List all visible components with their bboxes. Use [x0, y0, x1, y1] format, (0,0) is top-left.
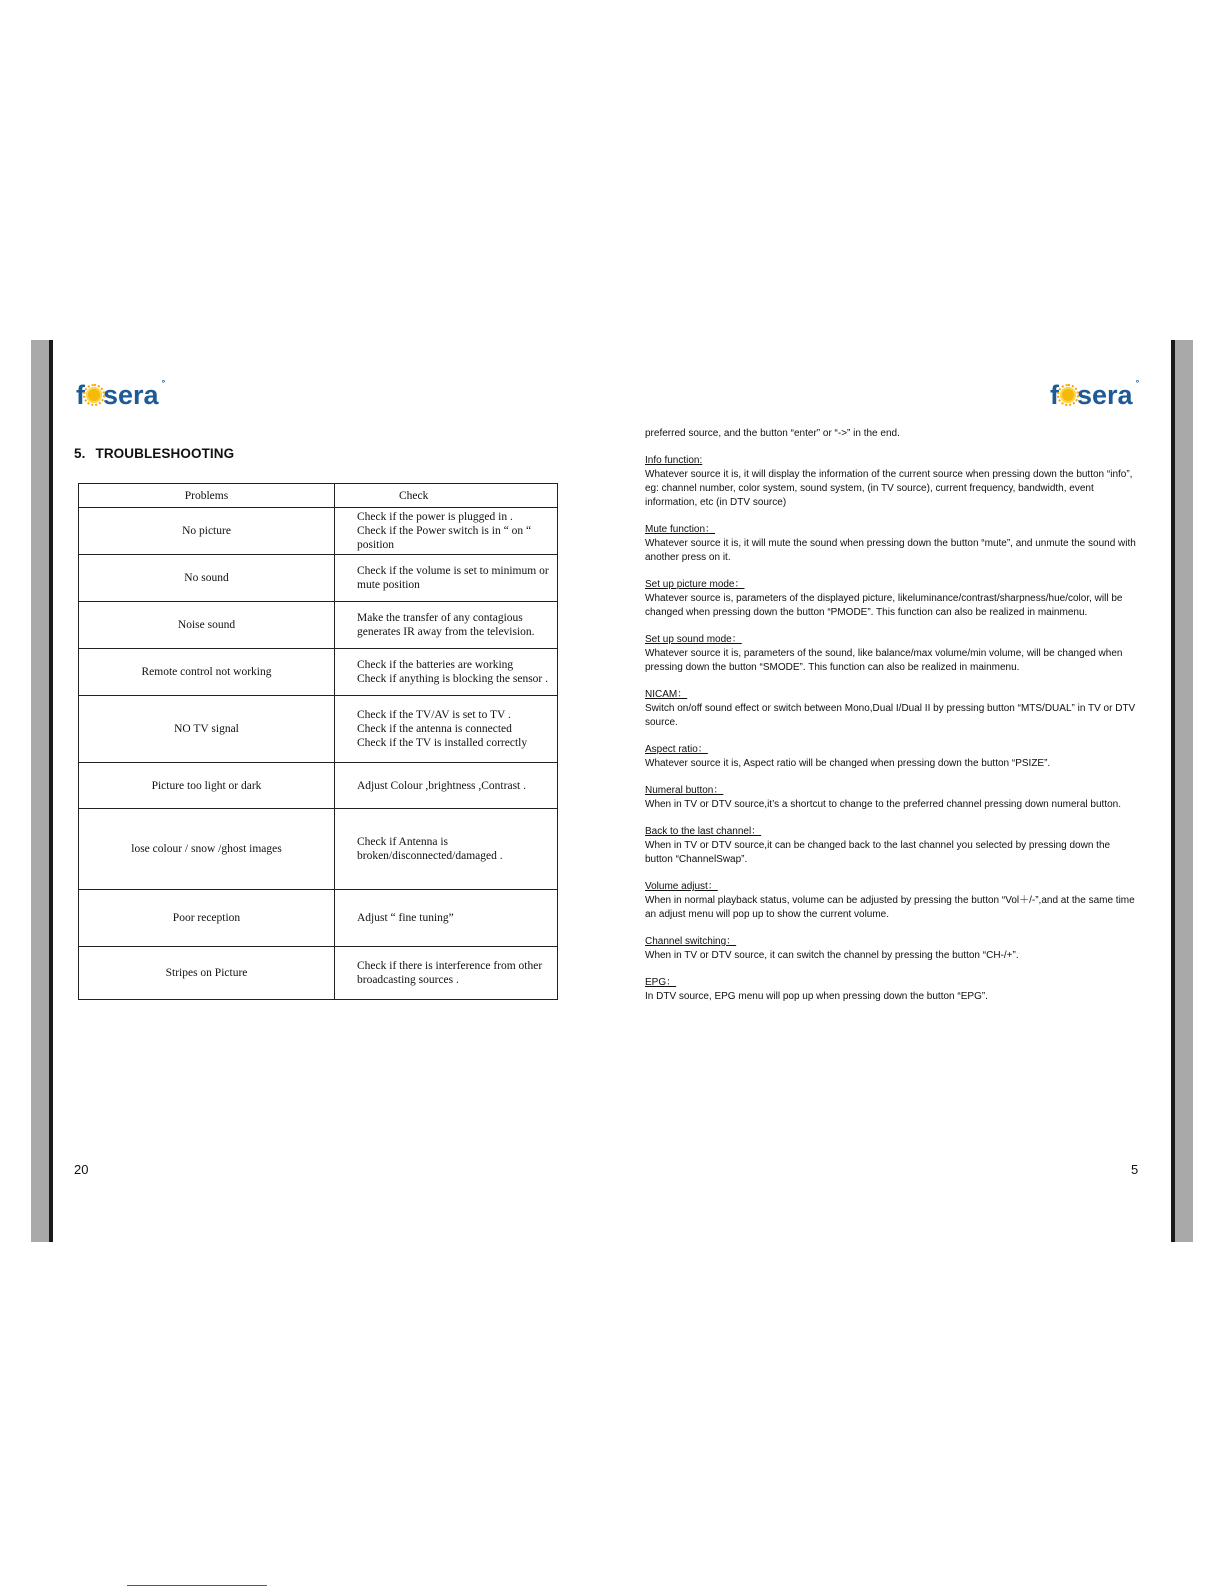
feature-body: Whatever source it is, parameters of the sound, like balance/max volume/min volume, will be changed when pressing down the button “SMODE”. This function can also be realized in mainmenu.: [645, 648, 1123, 673]
problem-cell: Remote control not working: [79, 649, 335, 696]
check-line: Check if the batteries are working: [357, 659, 514, 671]
check-line: Make the transfer of any contagious: [357, 612, 523, 624]
table-row: [79, 890, 558, 947]
problem-cell: No picture: [79, 508, 335, 555]
problem-cell: lose colour / snow /ghost images: [79, 809, 335, 890]
feature-title: Volume adjust：: [645, 881, 718, 892]
feature-item: [645, 880, 1140, 922]
header-check: Check: [335, 484, 558, 508]
left-binding-line: [49, 340, 53, 1242]
check-line: Check if the antenna is connected: [357, 723, 512, 735]
feature-item: [645, 688, 1140, 730]
feature-title: Numeral button：: [645, 785, 724, 796]
table-row: [79, 602, 558, 649]
check-line: broadcasting sources .: [357, 974, 459, 986]
check-line: Check if Antenna is broken/disconnected/damaged .: [357, 836, 503, 862]
brand-logo-left: [76, 377, 166, 410]
check-cell: [335, 809, 558, 890]
page-number-left: 20: [74, 1162, 89, 1177]
table-row: [79, 649, 558, 696]
feature-item: [645, 935, 1140, 963]
feature-title: Info function:: [645, 455, 703, 466]
feature-item: [645, 743, 1140, 771]
logo-text-start: f: [1050, 379, 1059, 410]
check-line: generates IR away from the television.: [357, 626, 535, 638]
check-cell: [335, 649, 558, 696]
table-row: [79, 809, 558, 890]
feature-title: Back to the last channel：: [645, 826, 762, 837]
section-number: 5.: [74, 446, 86, 461]
check-line: Adjust “ fine tuning”: [357, 912, 454, 924]
sun-icon: [1060, 387, 1076, 403]
problem-cell: Picture too light or dark: [79, 763, 335, 809]
logo-text-end: sera: [1077, 379, 1133, 410]
logo-mark: °: [161, 377, 166, 388]
feature-body: Switch on/off sound effect or switch between Mono,Dual I/Dual II by pressing button “MTS/DUAL” in TV or DTV source.: [645, 703, 1136, 728]
feature-title: Aspect ratio：: [645, 744, 708, 755]
feature-item: [645, 633, 1140, 675]
check-cell: [335, 947, 558, 1000]
feature-body: Whatever source is, parameters of the displayed picture, likeluminance/contrast/sharpness/hue/color, will be changed when pressing down the button “PMODE”. This function can also be realized in mainmenu.: [645, 593, 1123, 618]
problem-cell: Poor reception: [79, 890, 335, 947]
feature-body: In DTV source, EPG menu will pop up when pressing down the button “EPG”.: [645, 991, 988, 1002]
table-row: [79, 763, 558, 809]
check-cell: [335, 555, 558, 602]
feature-title: EPG：: [645, 977, 677, 988]
check-cell: [335, 508, 558, 555]
feature-body: Whatever source it is, Aspect ratio will be changed when pressing down the button “PSIZE”.: [645, 758, 1051, 769]
table-row: [79, 947, 558, 1000]
check-line: Adjust Colour ,brightness ,Contrast .: [357, 779, 526, 792]
feature-title: Set up picture mode：: [645, 579, 745, 590]
feature-body: When in TV or DTV source,it’s a shortcut to change to the preferred channel pressing down numeral button.: [645, 799, 1122, 810]
feature-item: [645, 784, 1140, 812]
table-row: [79, 555, 558, 602]
logo-text-start: f: [76, 379, 85, 410]
intro-text: preferred source, and the button “enter” or “->” in the end.: [645, 428, 900, 439]
logo-mark: °: [1135, 377, 1140, 388]
section-title: [74, 446, 234, 461]
logo-text-end: sera: [103, 379, 159, 410]
table-header-row: [79, 484, 558, 508]
problem-cell: Stripes on Picture: [79, 947, 335, 1000]
check-cell: [335, 763, 558, 809]
feature-body: Whatever source it is, it will display the information of the current source when pressing down the button “info”, eg: channel number, color system, sound system, (in TV source), current frequency, bandwidth, event information, etc (in DTV source): [645, 469, 1133, 508]
feature-title: NICAM：: [645, 689, 688, 700]
check-line: Check if there is interference from other: [357, 960, 543, 972]
check-line: Check if anything is blocking the sensor .: [357, 673, 548, 685]
feature-body: When in normal playback status, volume can be adjusted by pressing the button “Vol＋/-”,and at the same time an adjust menu will pop up to show the current volume.: [645, 895, 1135, 920]
problem-cell: Noise sound: [79, 602, 335, 649]
feature-body: When in TV or DTV source, it can switch the channel by pressing the button “CH-/+”.: [645, 950, 1019, 961]
feature-item: [645, 523, 1140, 565]
table-row: [79, 508, 558, 555]
table-row: [79, 696, 558, 763]
check-line: Check if the volume is set to minimum or: [357, 565, 549, 577]
feature-list: [645, 427, 1140, 1017]
left-binding-bar: [31, 340, 49, 1242]
troubleshooting-table: [78, 483, 558, 1000]
page-number-right: 5: [1131, 1162, 1139, 1177]
feature-item: [645, 578, 1140, 620]
check-line: Check if the TV/AV is set to TV .: [357, 709, 511, 721]
feature-title: Set up sound mode：: [645, 634, 742, 645]
check-line: Check if the power is plugged in .: [357, 511, 513, 523]
header-problems: Problems: [79, 484, 335, 508]
check-line: mute position: [357, 579, 420, 591]
right-binding-bar: [1175, 340, 1193, 1242]
check-line: Check if the TV is installed correctly: [357, 737, 528, 749]
feature-title: Channel switching：: [645, 936, 737, 947]
brand-logo-right: [1050, 377, 1140, 410]
section-title-text: TROUBLESHOOTING: [95, 446, 235, 461]
problem-cell: No sound: [79, 555, 335, 602]
sun-icon: [86, 387, 102, 403]
feature-title: Mute function：: [645, 524, 716, 535]
feature-item: [645, 976, 1140, 1004]
check-cell: [335, 696, 558, 763]
feature-item: [645, 454, 1140, 510]
check-cell: [335, 602, 558, 649]
feature-item: [645, 825, 1140, 867]
feature-body: When in TV or DTV source,it can be changed back to the last channel you selected by pressing down the button “ChannelSwap”.: [645, 840, 1111, 865]
feature-body: Whatever source it is, it will mute the sound when pressing down the button “mute”, and unmute the sound with another press on it.: [645, 538, 1136, 563]
problem-cell: NO TV signal: [79, 696, 335, 763]
check-line: Check if the Power switch is in “ on “ position: [357, 525, 532, 551]
check-cell: [335, 890, 558, 947]
